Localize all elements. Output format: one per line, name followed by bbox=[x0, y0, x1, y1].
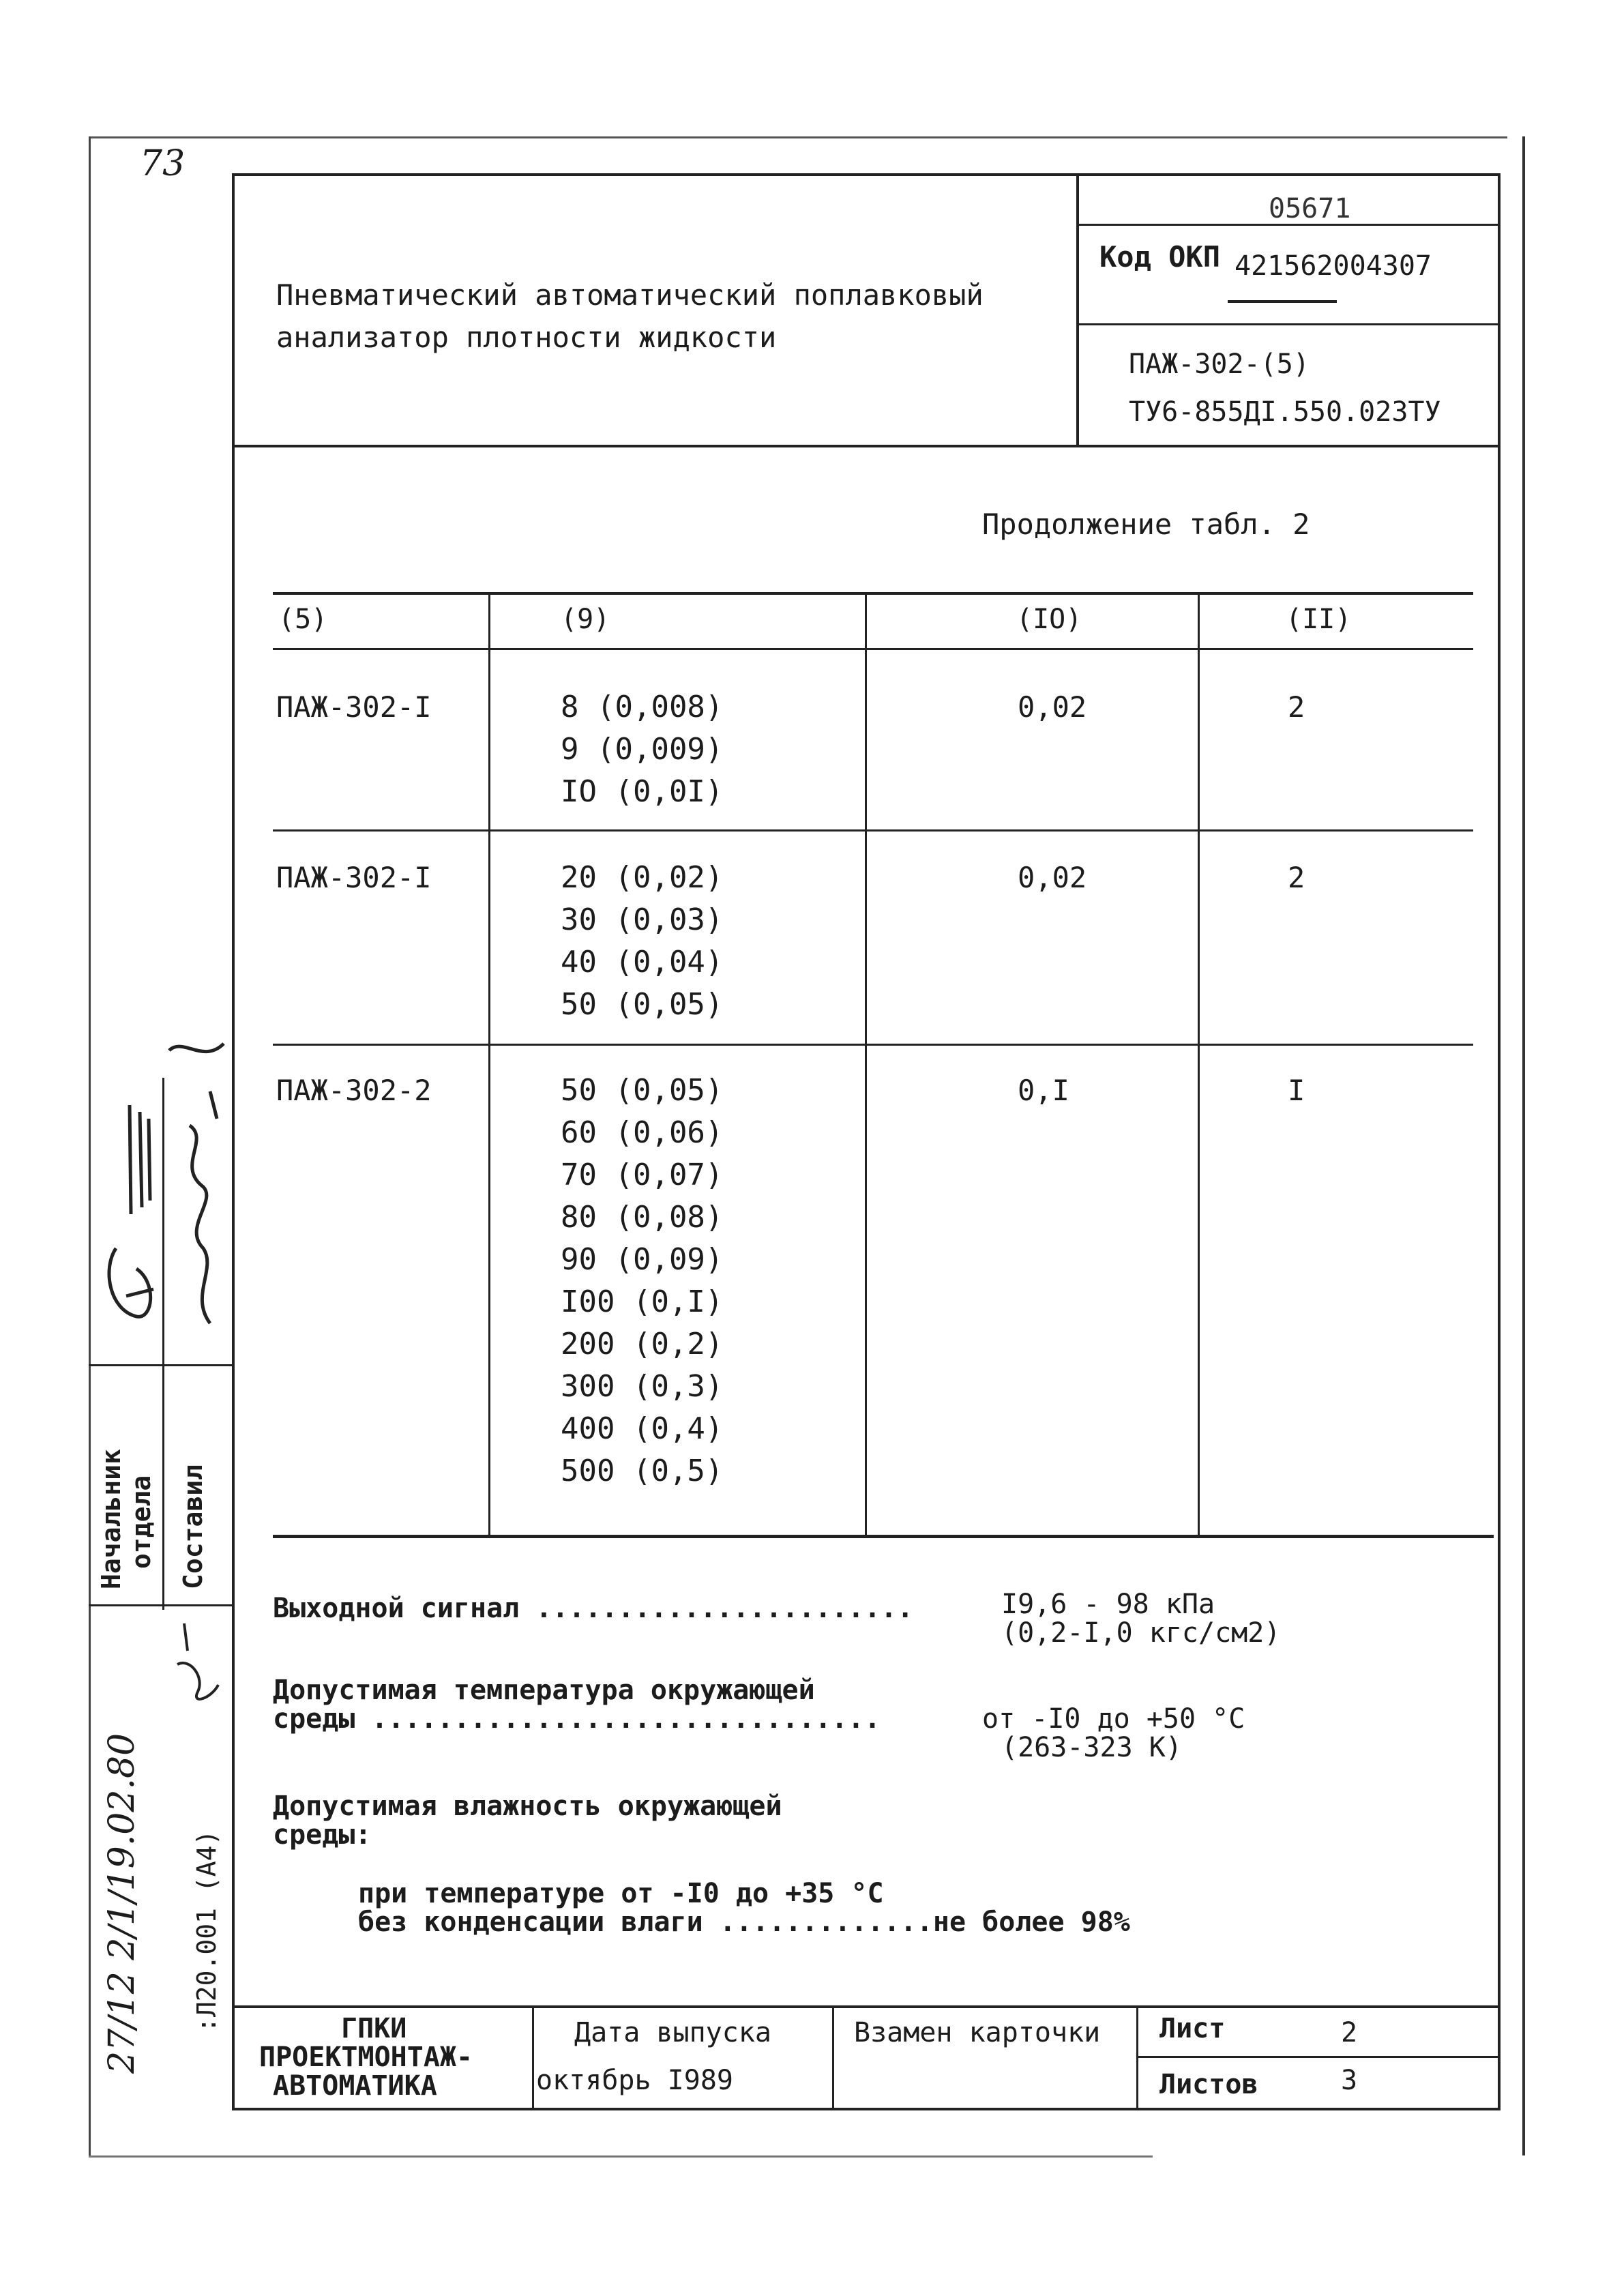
form-code: :Л20.001 (А4) bbox=[192, 1829, 222, 2033]
range-value: 300 (0,3) bbox=[561, 1369, 724, 1404]
issue-date-label: Дата выпуска bbox=[574, 2017, 771, 2048]
table-row-1-model: ПАЖ-302-I bbox=[276, 690, 432, 724]
col-header-11: (II) bbox=[1286, 604, 1352, 635]
table-row-1-ranges bbox=[561, 686, 723, 813]
temperature-label-2: среды ............................... bbox=[273, 1703, 881, 1735]
head-of-department-label-2: отдела bbox=[126, 1475, 156, 1569]
handwritten-date: 27/12 2/1/19.02.80 bbox=[102, 1733, 143, 2074]
table-row-2-model: ПАЖ-302-I bbox=[276, 861, 432, 894]
page-number: 73 bbox=[140, 143, 186, 184]
table-row-3-col10: 0,I bbox=[1018, 1074, 1069, 1107]
table-row-3-model: ПАЖ-302-2 bbox=[276, 1074, 432, 1107]
range-value: 20 (0,02) bbox=[561, 860, 724, 895]
signature-date-small bbox=[171, 1617, 225, 1712]
signature-compiler bbox=[162, 1023, 231, 1364]
range-value: 90 (0,09) bbox=[561, 1242, 724, 1277]
table-row-2-ranges bbox=[561, 857, 723, 1026]
sheet-value: 2 bbox=[1341, 2017, 1358, 2048]
temperature-value-1: от -I0 до +50 °С bbox=[982, 1703, 1245, 1735]
okp-label: Код ОКП bbox=[1099, 240, 1221, 274]
table-row-1-col10: 0,02 bbox=[1018, 690, 1087, 724]
range-value: 50 (0,05) bbox=[561, 987, 724, 1022]
org-line-2: ПРОЕКТМОНТАЖ- bbox=[259, 2042, 473, 2073]
model-code: ПАЖ-302-(5) bbox=[1129, 349, 1310, 380]
output-signal-value-2: (0,2-I,0 кгс/см2) bbox=[1001, 1617, 1281, 1649]
issue-date-value: октябрь I989 bbox=[536, 2065, 733, 2096]
card-number: 05671 bbox=[1269, 193, 1351, 224]
spec-code: ТУ6-855ДI.550.023ТУ bbox=[1129, 396, 1441, 428]
org-line-3: АВТОМАТИКА bbox=[273, 2070, 437, 2102]
range-value: 40 (0,04) bbox=[561, 945, 724, 980]
range-value: 8 (0,008) bbox=[561, 690, 724, 724]
range-value: 500 (0,5) bbox=[561, 1454, 724, 1488]
org-line-1: ГПКИ bbox=[341, 2013, 407, 2044]
range-value: 60 (0,06) bbox=[561, 1115, 724, 1150]
range-value: IO (0,0I) bbox=[561, 774, 724, 809]
table-row-3-col11: I bbox=[1288, 1074, 1305, 1107]
title-line-1: Пневматический автоматический поплавковый bbox=[276, 278, 984, 312]
sheets-label: Листов bbox=[1159, 2069, 1258, 2100]
title-line-2: анализатор плотности жидкости bbox=[276, 321, 777, 354]
temperature-value-2: (263-323 К) bbox=[1001, 1732, 1182, 1763]
col-header-10: (IO) bbox=[1016, 604, 1082, 635]
humidity-label-2: среды: bbox=[273, 1819, 372, 1851]
sheets-value: 3 bbox=[1341, 2065, 1358, 2096]
range-value: 30 (0,03) bbox=[561, 902, 724, 937]
okp-code: 421562004307 bbox=[1235, 250, 1432, 282]
range-value: 200 (0,2) bbox=[561, 1327, 724, 1362]
table-row-2-col11: 2 bbox=[1288, 861, 1305, 894]
range-value: 400 (0,4) bbox=[561, 1411, 724, 1446]
humidity-label-1: Допустимая влажность окружающей bbox=[273, 1791, 782, 1822]
signature-head-of-department bbox=[89, 1091, 164, 1357]
col-header-9: (9) bbox=[561, 604, 610, 635]
temperature-label-1: Допустимая температура окружающей bbox=[273, 1675, 815, 1706]
col-header-5: (5) bbox=[278, 604, 328, 635]
output-signal-value-1: I9,6 - 98 кПа bbox=[1001, 1589, 1215, 1620]
table-caption: Продолжение табл. 2 bbox=[982, 507, 1310, 541]
range-value: 9 (0,009) bbox=[561, 732, 724, 767]
table-row-3-ranges bbox=[561, 1070, 723, 1492]
range-value: 50 (0,05) bbox=[561, 1073, 724, 1108]
humidity-condition-2: без конденсации влаги .............не более 98% bbox=[358, 1907, 1130, 1938]
range-value: 70 (0,07) bbox=[561, 1158, 724, 1192]
compiler-label: Составил bbox=[178, 1464, 208, 1589]
replaces-card-label: Взамен карточки bbox=[854, 2017, 1101, 2048]
range-value: 80 (0,08) bbox=[561, 1200, 724, 1235]
table-row-1-col11: 2 bbox=[1288, 690, 1305, 724]
head-of-department-label-1: Начальник bbox=[96, 1449, 126, 1589]
humidity-condition-1: при температуре от -I0 до +35 °С bbox=[358, 1878, 884, 1909]
range-value: I00 (0,I) bbox=[561, 1284, 724, 1319]
output-signal-label: Выходной сигнал ....................... bbox=[273, 1593, 914, 1624]
table-row-2-col10: 0,02 bbox=[1018, 861, 1087, 894]
sheet-label: Лист bbox=[1159, 2013, 1226, 2044]
